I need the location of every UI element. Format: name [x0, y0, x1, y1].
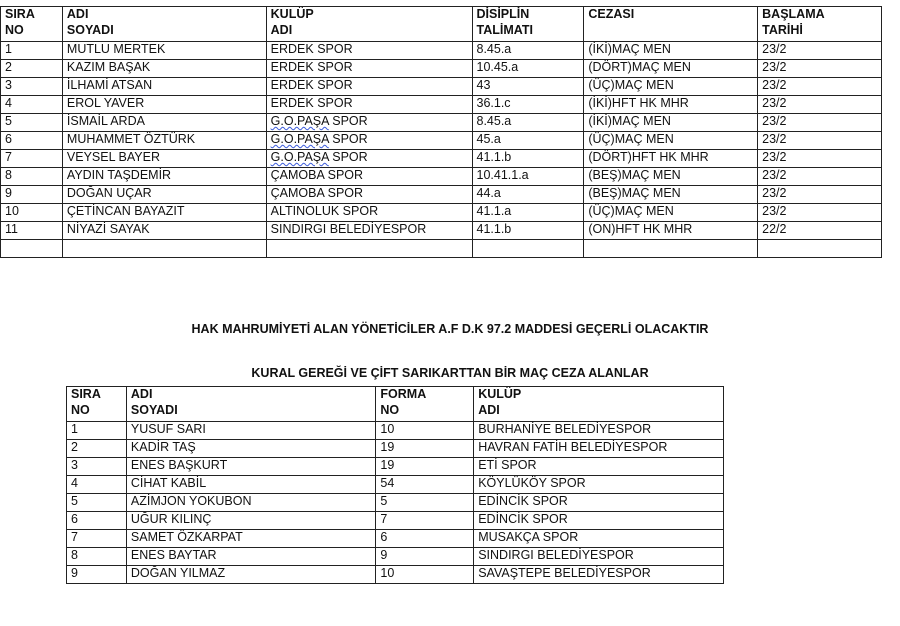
table-row — [1, 150, 882, 168]
cell-date: 23/2 — [758, 60, 882, 78]
cell-club: ETİ SPOR — [474, 458, 724, 476]
cell-name: KAZIM BAŞAK — [62, 60, 266, 78]
cell-club: BURHANİYE BELEDİYESPOR — [474, 422, 724, 440]
cell-date: 23/2 — [758, 204, 882, 222]
cell-no: 7 — [67, 530, 127, 548]
col-header-name: ADI SOYADI — [62, 7, 266, 42]
cell-penalty: (İKİ)MAÇ MEN — [584, 114, 758, 132]
col-header-no: SIRA NO — [67, 387, 127, 422]
cell-penalty: (DÖRT)HFT HK MHR — [584, 150, 758, 168]
cell-date: 23/2 — [758, 132, 882, 150]
table-row — [1, 78, 882, 96]
cell-name: AZİMJON YOKUBON — [126, 494, 376, 512]
cell-penalty: (ON)HFT HK MHR — [584, 222, 758, 240]
section-title: KURAL GEREĞİ VE ÇİFT SARIKARTTAN BİR MAÇ CEZA ALANLAR — [251, 366, 649, 380]
cell-no: 10 — [1, 204, 63, 222]
cell-penalty: (DÖRT)MAÇ MEN — [584, 60, 758, 78]
cell-name: EROL YAVER — [62, 96, 266, 114]
cell-name: YUSUF SARI — [126, 422, 376, 440]
cell-club: ÇAMOBA SPOR — [266, 186, 472, 204]
cell-date: 23/2 — [758, 42, 882, 60]
table-row — [1, 114, 882, 132]
table-row — [1, 42, 882, 60]
cell-club: ERDEK SPOR — [266, 42, 472, 60]
cell-rule: 41.1.b — [472, 150, 584, 168]
cell-club: G.O.PAŞA SPOR — [266, 132, 472, 150]
cell-penalty: (ÜÇ)MAÇ MEN — [584, 204, 758, 222]
cell-penalty — [584, 240, 758, 258]
cell-name: SAMET ÖZKARPAT — [126, 530, 376, 548]
cell-name: İLHAMİ ATSAN — [62, 78, 266, 96]
table-header-row — [67, 387, 724, 422]
table-row — [67, 548, 724, 566]
cell-club: G.O.PAŞA SPOR — [266, 150, 472, 168]
cell-name: AYDIN TAŞDEMİR — [62, 168, 266, 186]
cell-club: ERDEK SPOR — [266, 96, 472, 114]
cell-date — [758, 240, 882, 258]
cell-club: ÇAMOBA SPOR — [266, 168, 472, 186]
col-header-rule: DİSİPLİN TALİMATI — [472, 7, 584, 42]
table-row — [1, 222, 882, 240]
cell-date: 23/2 — [758, 78, 882, 96]
cell-penalty: (BEŞ)MAÇ MEN — [584, 186, 758, 204]
cell-name: UĞUR KILINÇ — [126, 512, 376, 530]
cell-rule: 41.1.a — [472, 204, 584, 222]
cell-date: 23/2 — [758, 114, 882, 132]
cell-name: ENES BAYTAR — [126, 548, 376, 566]
table-row — [1, 168, 882, 186]
cell-no: 1 — [67, 422, 127, 440]
cell-date: 22/2 — [758, 222, 882, 240]
table-row — [1, 240, 882, 258]
cell-no: 6 — [1, 132, 63, 150]
cell-no: 8 — [1, 168, 63, 186]
cell-jersey: 5 — [376, 494, 474, 512]
yellow-card-table — [66, 386, 724, 584]
col-header-club: KULÜP ADI — [474, 387, 724, 422]
cell-club: ERDEK SPOR — [266, 78, 472, 96]
cell-club: SINDIRGI BELEDİYESPOR — [266, 222, 472, 240]
cell-name: NİYAZİ SAYAK — [62, 222, 266, 240]
cell-club: EDİNCİK SPOR — [474, 494, 724, 512]
cell-rule — [472, 240, 584, 258]
cell-no: 4 — [1, 96, 63, 114]
cell-no: 2 — [1, 60, 63, 78]
cell-no: 3 — [67, 458, 127, 476]
cell-club: G.O.PAŞA SPOR — [266, 114, 472, 132]
cell-no — [1, 240, 63, 258]
cell-rule: 36.1.c — [472, 96, 584, 114]
cell-rule: 10.41.1.a — [472, 168, 584, 186]
col-header-club: KULÜP ADI — [266, 7, 472, 42]
table-row — [67, 530, 724, 548]
cell-name: MUHAMMET ÖZTÜRK — [62, 132, 266, 150]
col-header-penalty: CEZASI — [584, 7, 758, 42]
table-row — [1, 132, 882, 150]
table-row — [67, 440, 724, 458]
cell-name: VEYSEL BAYER — [62, 150, 266, 168]
cell-penalty: (BEŞ)MAÇ MEN — [584, 168, 758, 186]
cell-penalty: (ÜÇ)MAÇ MEN — [584, 132, 758, 150]
cell-name: ENES BAŞKURT — [126, 458, 376, 476]
cell-date: 23/2 — [758, 96, 882, 114]
cell-club: SINDIRGI BELEDİYESPOR — [474, 548, 724, 566]
cell-rule: 8.45.a — [472, 114, 584, 132]
cell-no: 3 — [1, 78, 63, 96]
cell-rule: 45.a — [472, 132, 584, 150]
cell-rule: 44.a — [472, 186, 584, 204]
cell-no: 5 — [1, 114, 63, 132]
cell-club: ERDEK SPOR — [266, 60, 472, 78]
table-row — [67, 566, 724, 584]
col-header-date: BAŞLAMA TARİHİ — [758, 7, 882, 42]
cell-penalty: (İKİ)HFT HK MHR — [584, 96, 758, 114]
cell-date: 23/2 — [758, 168, 882, 186]
col-header-jersey: FORMA NO — [376, 387, 474, 422]
cell-rule: 43 — [472, 78, 584, 96]
table-header-row — [1, 7, 882, 42]
table-row — [67, 494, 724, 512]
cell-date: 23/2 — [758, 150, 882, 168]
cell-no: 11 — [1, 222, 63, 240]
cell-jersey: 54 — [376, 476, 474, 494]
cell-club: EDİNCİK SPOR — [474, 512, 724, 530]
cell-rule: 8.45.a — [472, 42, 584, 60]
cell-date: 23/2 — [758, 186, 882, 204]
cell-no: 5 — [67, 494, 127, 512]
col-header-name: ADI SOYADI — [126, 387, 376, 422]
cell-jersey: 19 — [376, 458, 474, 476]
cell-name: ÇETİNCAN BAYAZIT — [62, 204, 266, 222]
table-row — [67, 512, 724, 530]
cell-no: 8 — [67, 548, 127, 566]
cell-jersey: 6 — [376, 530, 474, 548]
table-row — [67, 422, 724, 440]
cell-penalty: (İKİ)MAÇ MEN — [584, 42, 758, 60]
cell-penalty: (ÜÇ)MAÇ MEN — [584, 78, 758, 96]
cell-name: İSMAİL ARDA — [62, 114, 266, 132]
cell-no: 2 — [67, 440, 127, 458]
cell-no: 6 — [67, 512, 127, 530]
note-heading: HAK MAHRUMİYETİ ALAN YÖNETİCİLER A.F D.K 97.2 MADDESİ GEÇERLİ OLACAKTIR — [191, 322, 709, 336]
cell-rule: 10.45.a — [472, 60, 584, 78]
table-row — [67, 476, 724, 494]
cell-name: KADİR TAŞ — [126, 440, 376, 458]
cell-club: SAVAŞTEPE BELEDİYESPOR — [474, 566, 724, 584]
cell-name: CİHAT KABİL — [126, 476, 376, 494]
cell-name: DOĞAN UÇAR — [62, 186, 266, 204]
cell-rule: 41.1.b — [472, 222, 584, 240]
cell-no: 9 — [67, 566, 127, 584]
table-row — [1, 204, 882, 222]
cell-no: 7 — [1, 150, 63, 168]
table-row — [1, 60, 882, 78]
cell-club — [266, 240, 472, 258]
table-row — [67, 458, 724, 476]
cell-jersey: 19 — [376, 440, 474, 458]
col-header-no: SIRA NO — [1, 7, 63, 42]
penalty-table — [0, 6, 882, 258]
cell-club: KÖYLÜKÖY SPOR — [474, 476, 724, 494]
cell-jersey: 10 — [376, 566, 474, 584]
cell-jersey: 10 — [376, 422, 474, 440]
cell-club: MUSAKÇA SPOR — [474, 530, 724, 548]
cell-club: HAVRAN FATİH BELEDİYESPOR — [474, 440, 724, 458]
table-row — [1, 96, 882, 114]
cell-name: DOĞAN YILMAZ — [126, 566, 376, 584]
cell-jersey: 9 — [376, 548, 474, 566]
cell-no: 9 — [1, 186, 63, 204]
cell-no: 1 — [1, 42, 63, 60]
cell-no: 4 — [67, 476, 127, 494]
table-row — [1, 186, 882, 204]
cell-jersey: 7 — [376, 512, 474, 530]
cell-club: ALTINOLUK SPOR — [266, 204, 472, 222]
cell-name — [62, 240, 266, 258]
cell-name: MUTLU MERTEK — [62, 42, 266, 60]
